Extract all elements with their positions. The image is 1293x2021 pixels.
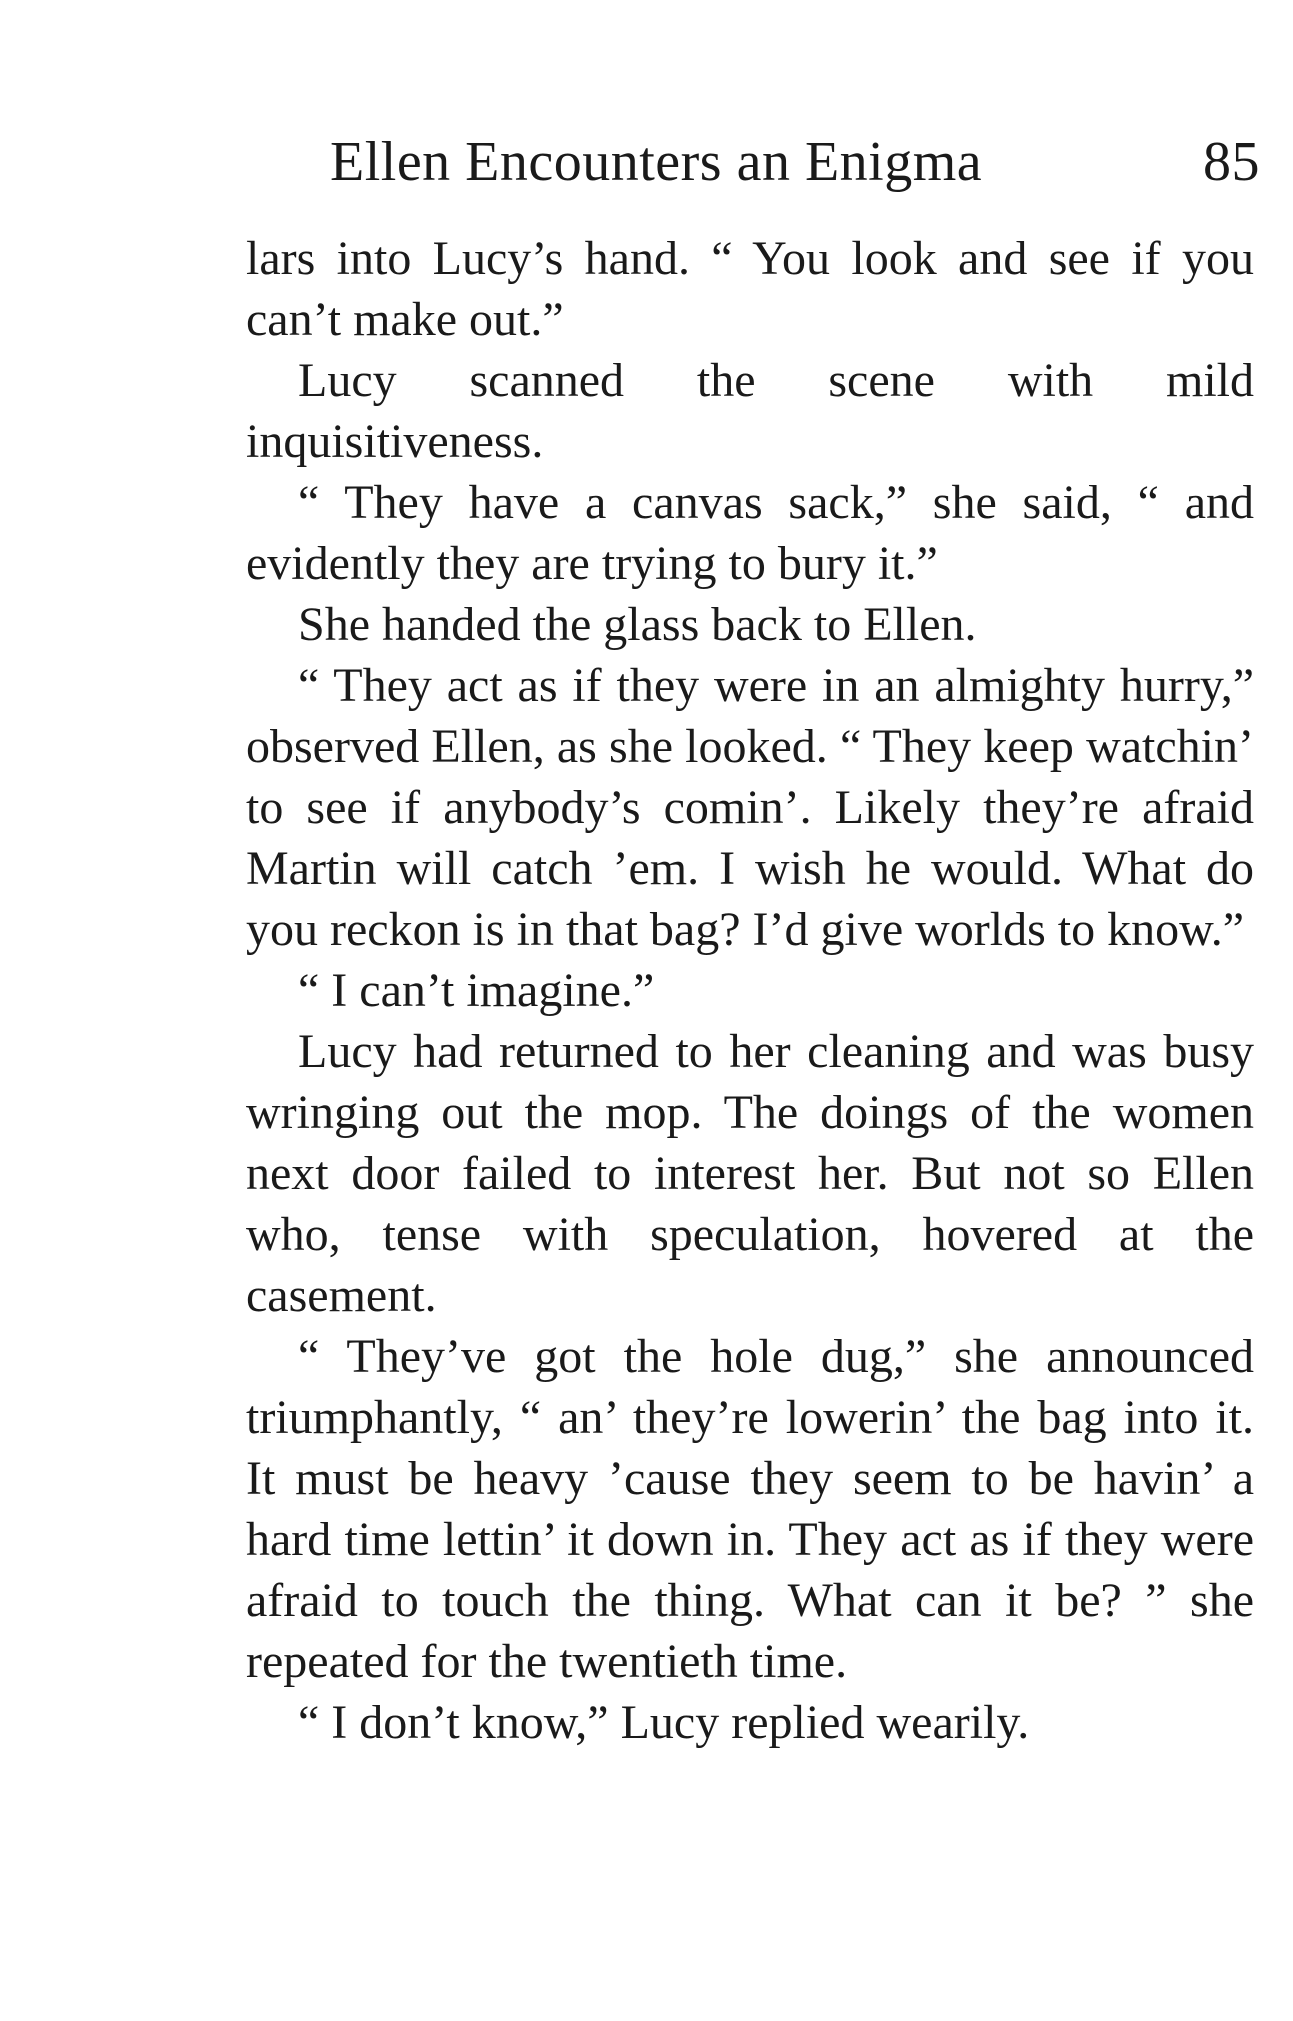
- paragraph: She handed the glass back to Ellen.: [298, 598, 977, 651]
- paragraph: Lucy had returned to her cleaning and was busy wringing out the mop. The doings of the women next door failed to interest her. But not so Ellen who, tense with speculation, hovered at the casement.: [246, 1025, 1254, 1322]
- body-text: [246, 228, 1254, 1753]
- paragraph: “ They have a canvas sack,” she said, “ and evidently they are trying to bury it.”: [246, 476, 1254, 590]
- chapter-title: Ellen Encounters an Enigma: [330, 131, 983, 193]
- running-head: [330, 130, 1260, 210]
- paragraph: “ They’ve got the hole dug,” she announced triumphantly, “ an’ they’re lowerin’ the bag into it. It must be heavy ’cause they seem to be havin’ a hard time lettin’ it down in. They act as if they were afraid to touch the thing. What can it be? ” she repeated for the twentieth time.: [246, 1330, 1254, 1688]
- paragraph: “ They act as if they were in an almighty hurry,” observed Ellen, as she looked. “ They keep watchin’ to see if anybody’s comin’. Likely they’re afraid Martin will catch ’em. I wish he would. What do you reckon is in that bag? I’d give worlds to know.”: [246, 659, 1254, 956]
- paragraph: “ I don’t know,” Lucy replied wearily.: [298, 1696, 1030, 1749]
- paragraph: “ I can’t imagine.”: [298, 964, 655, 1017]
- paragraph-continued: lars into Lucy’s hand. “ You look and see if you can’t make out.”: [246, 232, 1254, 346]
- paragraph: Lucy scanned the scene with mild inquisitiveness.: [246, 354, 1254, 468]
- page-number: 85: [1203, 131, 1260, 193]
